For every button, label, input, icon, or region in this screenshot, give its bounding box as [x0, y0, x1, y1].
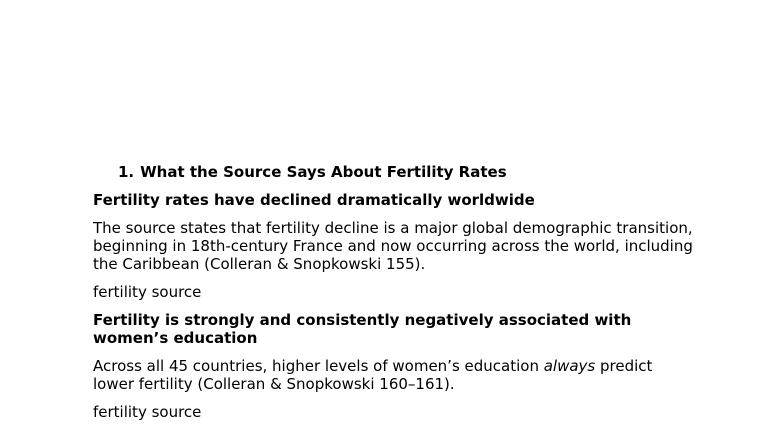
- subheading-decline: Fertility rates have declined dramatically worldwide: [93, 191, 535, 209]
- emphasis-text: always: [543, 357, 596, 375]
- section-title: What the Source Says About Fertility Rates: [140, 163, 507, 181]
- paragraph-education: [93, 357, 693, 393]
- paragraph-text: predict lower fertility (Colleran & Snopkowski 160–161).: [93, 357, 653, 393]
- paragraph-text: Across all 45 countries, higher levels of women’s education: [93, 357, 544, 375]
- section-number: 1.: [118, 163, 135, 181]
- source-tag: fertility source: [93, 283, 202, 301]
- paragraph-decline: The source states that fertility decline is a major global demographic transition, beginning in 18th-century France and now occurring across the world, including the Caribbean (Colleran & Snopkowski 155).: [93, 219, 693, 273]
- document-content: [93, 162, 693, 431]
- subheading-education: Fertility is strongly and consistently negatively associated with women’s education: [93, 311, 632, 347]
- section-heading: [118, 162, 693, 182]
- source-tag: fertility source: [93, 403, 202, 421]
